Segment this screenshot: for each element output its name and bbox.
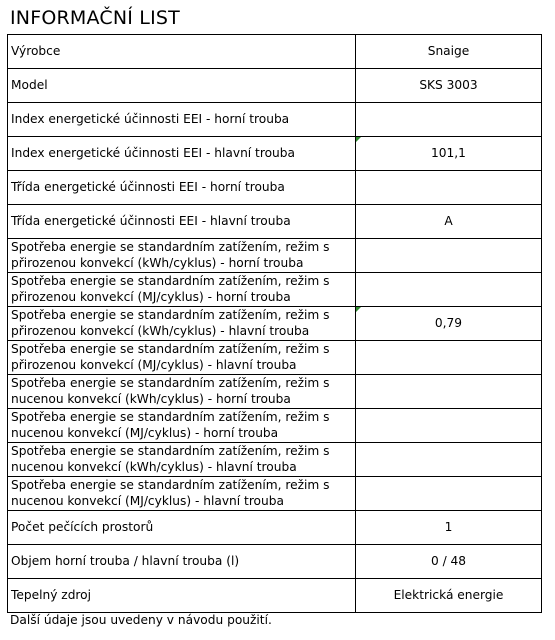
page-title: INFORMAČNÍ LIST (10, 7, 180, 29)
row-label: Spotřeba energie se standardním zatížením, režim s nucenou konvekcí (kWh/cyklus) - horní trouba (8, 375, 356, 409)
table-row (8, 477, 542, 511)
table-row (8, 341, 542, 375)
row-label: Spotřeba energie se standardním zatížením, režim s přirozenou konvekcí (MJ/cyklus) - horní trouba (8, 273, 356, 307)
table-row (8, 409, 542, 443)
row-value: 0 / 48 (356, 545, 542, 579)
row-value: Snaige (356, 35, 542, 69)
row-value (356, 273, 542, 307)
row-value (356, 443, 542, 477)
row-label: Index energetické účinnosti EEI - hlavní trouba (8, 137, 356, 171)
table-row (8, 137, 542, 171)
row-label: Model (8, 69, 356, 103)
row-value: A (356, 205, 542, 239)
row-value: 1 (356, 511, 542, 545)
row-value (356, 239, 542, 273)
table-row (8, 171, 542, 205)
row-label: Tepelný zdroj (8, 579, 356, 613)
row-label: Spotřeba energie se standardním zatížením, režim s nucenou konvekcí (MJ/cyklus) - horní trouba (8, 409, 356, 443)
row-value (356, 103, 542, 137)
table-row (8, 273, 542, 307)
row-label: Spotřeba energie se standardním zatížením, režim s přirozenou konvekcí (kWh/cyklus) - horní trouba (8, 239, 356, 273)
row-value (356, 341, 542, 375)
row-label: Třída energetické účinnosti EEI - hlavní trouba (8, 205, 356, 239)
table-row (8, 307, 542, 341)
info-table (7, 34, 542, 613)
row-label: Výrobce (8, 35, 356, 69)
table-row (8, 205, 542, 239)
table-row (8, 375, 542, 409)
row-value: Elektrická energie (356, 579, 542, 613)
row-value (356, 375, 542, 409)
row-value (356, 171, 542, 205)
table-row (8, 35, 542, 69)
row-label: Třída energetické účinnosti EEI - horní trouba (8, 171, 356, 205)
row-label: Spotřeba energie se standardním zatížením, režim s přirozenou konvekcí (MJ/cyklus) - hlavní trouba (8, 341, 356, 375)
row-label: Počet pečících prostorů (8, 511, 356, 545)
table-row (8, 545, 542, 579)
footer-note: Další údaje jsou uvedeny v návodu použití. (10, 613, 272, 627)
table-row (8, 239, 542, 273)
row-value (356, 477, 542, 511)
row-label: Index energetické účinnosti EEI - horní trouba (8, 103, 356, 137)
row-label: Spotřeba energie se standardním zatížením, režim s přirozenou konvekcí (kWh/cyklus) - hlavní trouba (8, 307, 356, 341)
table-row (8, 579, 542, 613)
row-label: Spotřeba energie se standardním zatížením, režim s nucenou konvekcí (MJ/cyklus) - hlavní trouba (8, 477, 356, 511)
table-row (8, 443, 542, 477)
row-label: Objem horní trouba / hlavní trouba (l) (8, 545, 356, 579)
row-value: SKS 3003 (356, 69, 542, 103)
table-row (8, 69, 542, 103)
row-value: 0,79 (356, 307, 542, 341)
row-value: 101,1 (356, 137, 542, 171)
table-row (8, 511, 542, 545)
table-row (8, 103, 542, 137)
row-label: Spotřeba energie se standardním zatížením, režim s nucenou konvekcí (kWh/cyklus) - hlavní trouba (8, 443, 356, 477)
row-value (356, 409, 542, 443)
